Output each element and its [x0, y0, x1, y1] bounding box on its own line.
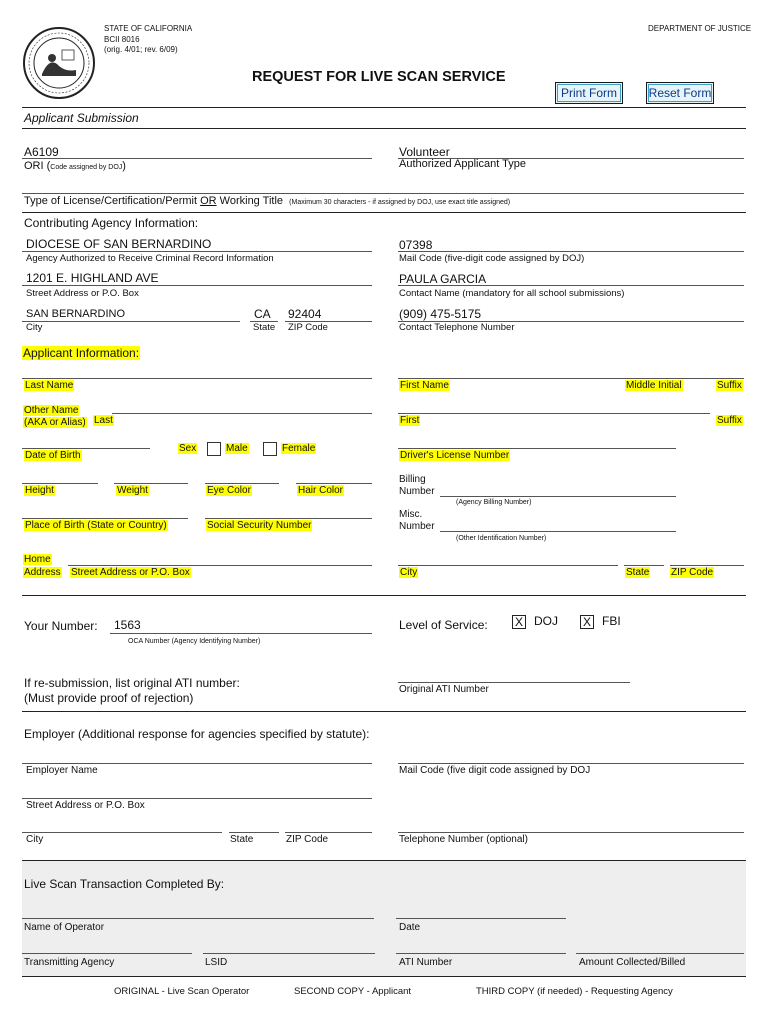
- suffix-label: Suffix: [717, 380, 742, 391]
- employer-name-field[interactable]: [22, 763, 372, 764]
- eye-color-field[interactable]: [205, 483, 279, 484]
- billing-note: (Agency Billing Number): [456, 499, 532, 506]
- female-checkbox[interactable]: [263, 442, 277, 456]
- mail-code-value[interactable]: 07398: [399, 238, 433, 252]
- drivers-license-field[interactable]: [398, 448, 676, 449]
- amount-label: Amount Collected/Billed: [579, 957, 686, 968]
- form-revision: (orig. 4/01; rev. 6/09): [104, 45, 178, 54]
- aka-first-field[interactable]: [398, 413, 710, 414]
- male-label: Male: [226, 443, 248, 454]
- your-number-field[interactable]: [110, 633, 372, 634]
- footer-third-copy: THIRD COPY (if needed) - Requesting Agency: [476, 986, 673, 997]
- employer-state-field[interactable]: [229, 832, 279, 833]
- last-name-label: Last Name: [25, 380, 74, 391]
- aka-label: (AKA or Alias): [24, 417, 86, 428]
- agency-street-value[interactable]: 1201 E. HIGHLAND AVE: [26, 271, 159, 285]
- agency-label: Agency Authorized to Receive Criminal Record Information: [26, 253, 274, 264]
- employer-city-label: City: [26, 834, 44, 845]
- contact-name-label: Contact Name (mandatory for all school submissions): [399, 288, 625, 299]
- transmitting-agency-label: Transmitting Agency: [24, 957, 115, 968]
- billing-number-field[interactable]: [440, 496, 676, 497]
- ssn-field[interactable]: [205, 518, 372, 519]
- home-zip-field[interactable]: [670, 565, 744, 566]
- employer-street-label: Street Address or P.O. Box: [26, 800, 145, 811]
- pob-field[interactable]: [22, 518, 188, 519]
- employer-mail-code-label: Mail Code (five digit code assigned by DOJ: [399, 765, 591, 776]
- resubmission-note: (Must provide proof of rejection): [24, 691, 194, 705]
- pob-label: Place of Birth (State or Country): [25, 520, 167, 531]
- divider: [22, 711, 746, 712]
- reset-form-button[interactable]: Reset Form: [646, 82, 714, 104]
- aka-last-label: Last: [94, 415, 113, 426]
- employer-street-field[interactable]: [22, 798, 372, 799]
- home-city-field[interactable]: [398, 565, 618, 566]
- department-name: DEPARTMENT OF JUSTICE: [648, 24, 752, 33]
- aka-suffix-label: Suffix: [717, 415, 742, 426]
- divider: [22, 212, 746, 213]
- agency-zip-label: ZIP Code: [288, 322, 328, 333]
- other-name-label: Other Name: [24, 405, 79, 416]
- home-city-label: City: [400, 567, 418, 578]
- agency-state-label: State: [253, 322, 276, 333]
- misc-number-field[interactable]: [440, 531, 676, 532]
- form-id: BCII 8016: [104, 35, 140, 44]
- contact-name-field[interactable]: [398, 285, 744, 286]
- state-name: STATE OF CALIFORNIA: [104, 24, 193, 33]
- resubmission-label: If re-submission, list original ATI number:: [24, 676, 240, 690]
- home-street-label: Street Address or P.O. Box: [71, 567, 190, 578]
- female-label: Female: [282, 443, 316, 454]
- dob-field[interactable]: [22, 448, 150, 449]
- operator-name-field[interactable]: [22, 918, 374, 919]
- home-zip-label: ZIP Code: [671, 567, 714, 578]
- applicant-type-value[interactable]: Volunteer: [399, 145, 450, 159]
- divider: [22, 595, 746, 596]
- divider: [22, 107, 746, 108]
- fbi-checkbox[interactable]: X: [580, 615, 594, 629]
- mail-code-field[interactable]: [398, 251, 744, 252]
- license-field[interactable]: [22, 193, 744, 194]
- home-state-label: State: [626, 567, 650, 578]
- misc-note: (Other Identification Number): [456, 535, 547, 542]
- ori-value[interactable]: A6109: [24, 145, 59, 159]
- employer-mail-code-field[interactable]: [398, 763, 744, 764]
- height-field[interactable]: [22, 483, 98, 484]
- home-label: Home: [24, 554, 51, 565]
- agency-value[interactable]: DIOCESE OF SAN BERNARDINO: [26, 237, 212, 251]
- print-form-button[interactable]: Print Form: [555, 82, 623, 104]
- employer-city-field[interactable]: [22, 832, 222, 833]
- lsid-label: LSID: [205, 957, 228, 968]
- doj-checkbox[interactable]: X: [512, 615, 526, 629]
- ori-field[interactable]: [22, 158, 372, 159]
- ori-label: ORI (Code assigned by DOJ): [24, 160, 126, 172]
- divider: [22, 860, 746, 861]
- eye-color-label: Eye Color: [207, 485, 251, 496]
- first-name-label: First Name: [400, 380, 449, 391]
- middle-initial-label: Middle Initial: [626, 380, 682, 391]
- employer-phone-label: Telephone Number (optional): [399, 834, 528, 845]
- date-label: Date: [399, 922, 421, 933]
- agency-field[interactable]: [22, 251, 372, 252]
- doj-label: DOJ: [534, 614, 558, 628]
- level-of-service-label: Level of Service:: [399, 618, 488, 632]
- footer-second-copy: SECOND COPY - Applicant: [294, 986, 412, 997]
- employer-name-label: Employer Name: [26, 765, 98, 776]
- hair-color-label: Hair Color: [298, 485, 344, 496]
- date-field[interactable]: [396, 918, 566, 919]
- hair-color-field[interactable]: [296, 483, 372, 484]
- contact-phone-value[interactable]: (909) 475-5175: [399, 307, 482, 321]
- agency-street-field[interactable]: [22, 285, 372, 286]
- section-heading-applicant-submission: Applicant Submission: [24, 111, 139, 125]
- divider: [22, 976, 746, 977]
- your-number-label: Your Number:: [24, 619, 98, 633]
- license-label: Type of License/Certification/Permit OR Working Title (Maximum 30 characters - if assigned by DOJ, use exact title assigned): [24, 195, 511, 207]
- amount-field[interactable]: [576, 953, 744, 954]
- ati-number-field[interactable]: [396, 953, 566, 954]
- weight-field[interactable]: [114, 483, 188, 484]
- ssn-label: Social Security Number: [207, 520, 312, 531]
- sex-label: Sex: [179, 443, 197, 454]
- billing-number-label: Number: [399, 486, 435, 497]
- male-checkbox[interactable]: [207, 442, 221, 456]
- home-address-label: Address: [24, 567, 61, 578]
- employer-zip-field[interactable]: [285, 832, 372, 833]
- agency-city-value[interactable]: SAN BERNARDINO: [26, 308, 126, 320]
- first-name-field[interactable]: [398, 378, 744, 379]
- drivers-license-label: Driver's License Number: [400, 450, 510, 461]
- oca-note: OCA Number (Agency Identifying Number): [128, 638, 261, 645]
- last-name-field[interactable]: [22, 378, 372, 379]
- applicant-type-label: Authorized Applicant Type: [399, 158, 526, 170]
- ati-number-label: ATI Number: [399, 957, 453, 968]
- home-street-field[interactable]: [68, 565, 372, 566]
- agency-city-field[interactable]: [22, 321, 240, 322]
- fbi-label: FBI: [602, 614, 621, 628]
- contact-phone-label: Contact Telephone Number: [399, 322, 515, 333]
- divider: [22, 128, 746, 129]
- aka-last-field[interactable]: [112, 413, 372, 414]
- transmitting-agency-field[interactable]: [22, 953, 192, 954]
- original-ati-field[interactable]: [398, 682, 630, 683]
- original-ati-label: Original ATI Number: [399, 684, 489, 695]
- dob-label: Date of Birth: [25, 450, 81, 461]
- page-title: REQUEST FOR LIVE SCAN SERVICE: [252, 69, 506, 85]
- section-heading-completion: Live Scan Transaction Completed By:: [24, 877, 225, 891]
- section-heading-contributing-agency: Contributing Agency Information:: [24, 216, 199, 230]
- agency-city-label: City: [26, 322, 43, 333]
- section-heading-employer: Employer (Additional response for agencies specified by statute):: [24, 727, 370, 741]
- agency-zip-value[interactable]: 92404: [288, 307, 322, 321]
- weight-label: Weight: [117, 485, 148, 496]
- employer-state-label: State: [230, 834, 254, 845]
- your-number-value[interactable]: 1563: [114, 618, 141, 632]
- employer-phone-field[interactable]: [398, 832, 744, 833]
- height-label: Height: [25, 485, 54, 496]
- lsid-field[interactable]: [203, 953, 375, 954]
- employer-zip-label: ZIP Code: [286, 834, 329, 845]
- misc-number-label: Number: [399, 521, 435, 532]
- aka-first-label: First: [400, 415, 420, 426]
- misc-label: Misc.: [399, 509, 423, 520]
- contact-name-value[interactable]: PAULA GARCIA: [399, 272, 487, 286]
- state-seal-icon: [22, 26, 96, 100]
- billing-label: Billing: [399, 474, 426, 485]
- operator-name-label: Name of Operator: [24, 922, 105, 933]
- footer-original-copy: ORIGINAL - Live Scan Operator: [114, 986, 250, 997]
- agency-street-label: Street Address or P.O. Box: [26, 288, 139, 299]
- section-heading-applicant-info: Applicant Information:: [23, 346, 140, 360]
- home-state-field[interactable]: [624, 565, 664, 566]
- agency-state-value[interactable]: CA: [254, 307, 271, 321]
- mail-code-label: Mail Code (five-digit code assigned by DOJ): [399, 253, 585, 264]
